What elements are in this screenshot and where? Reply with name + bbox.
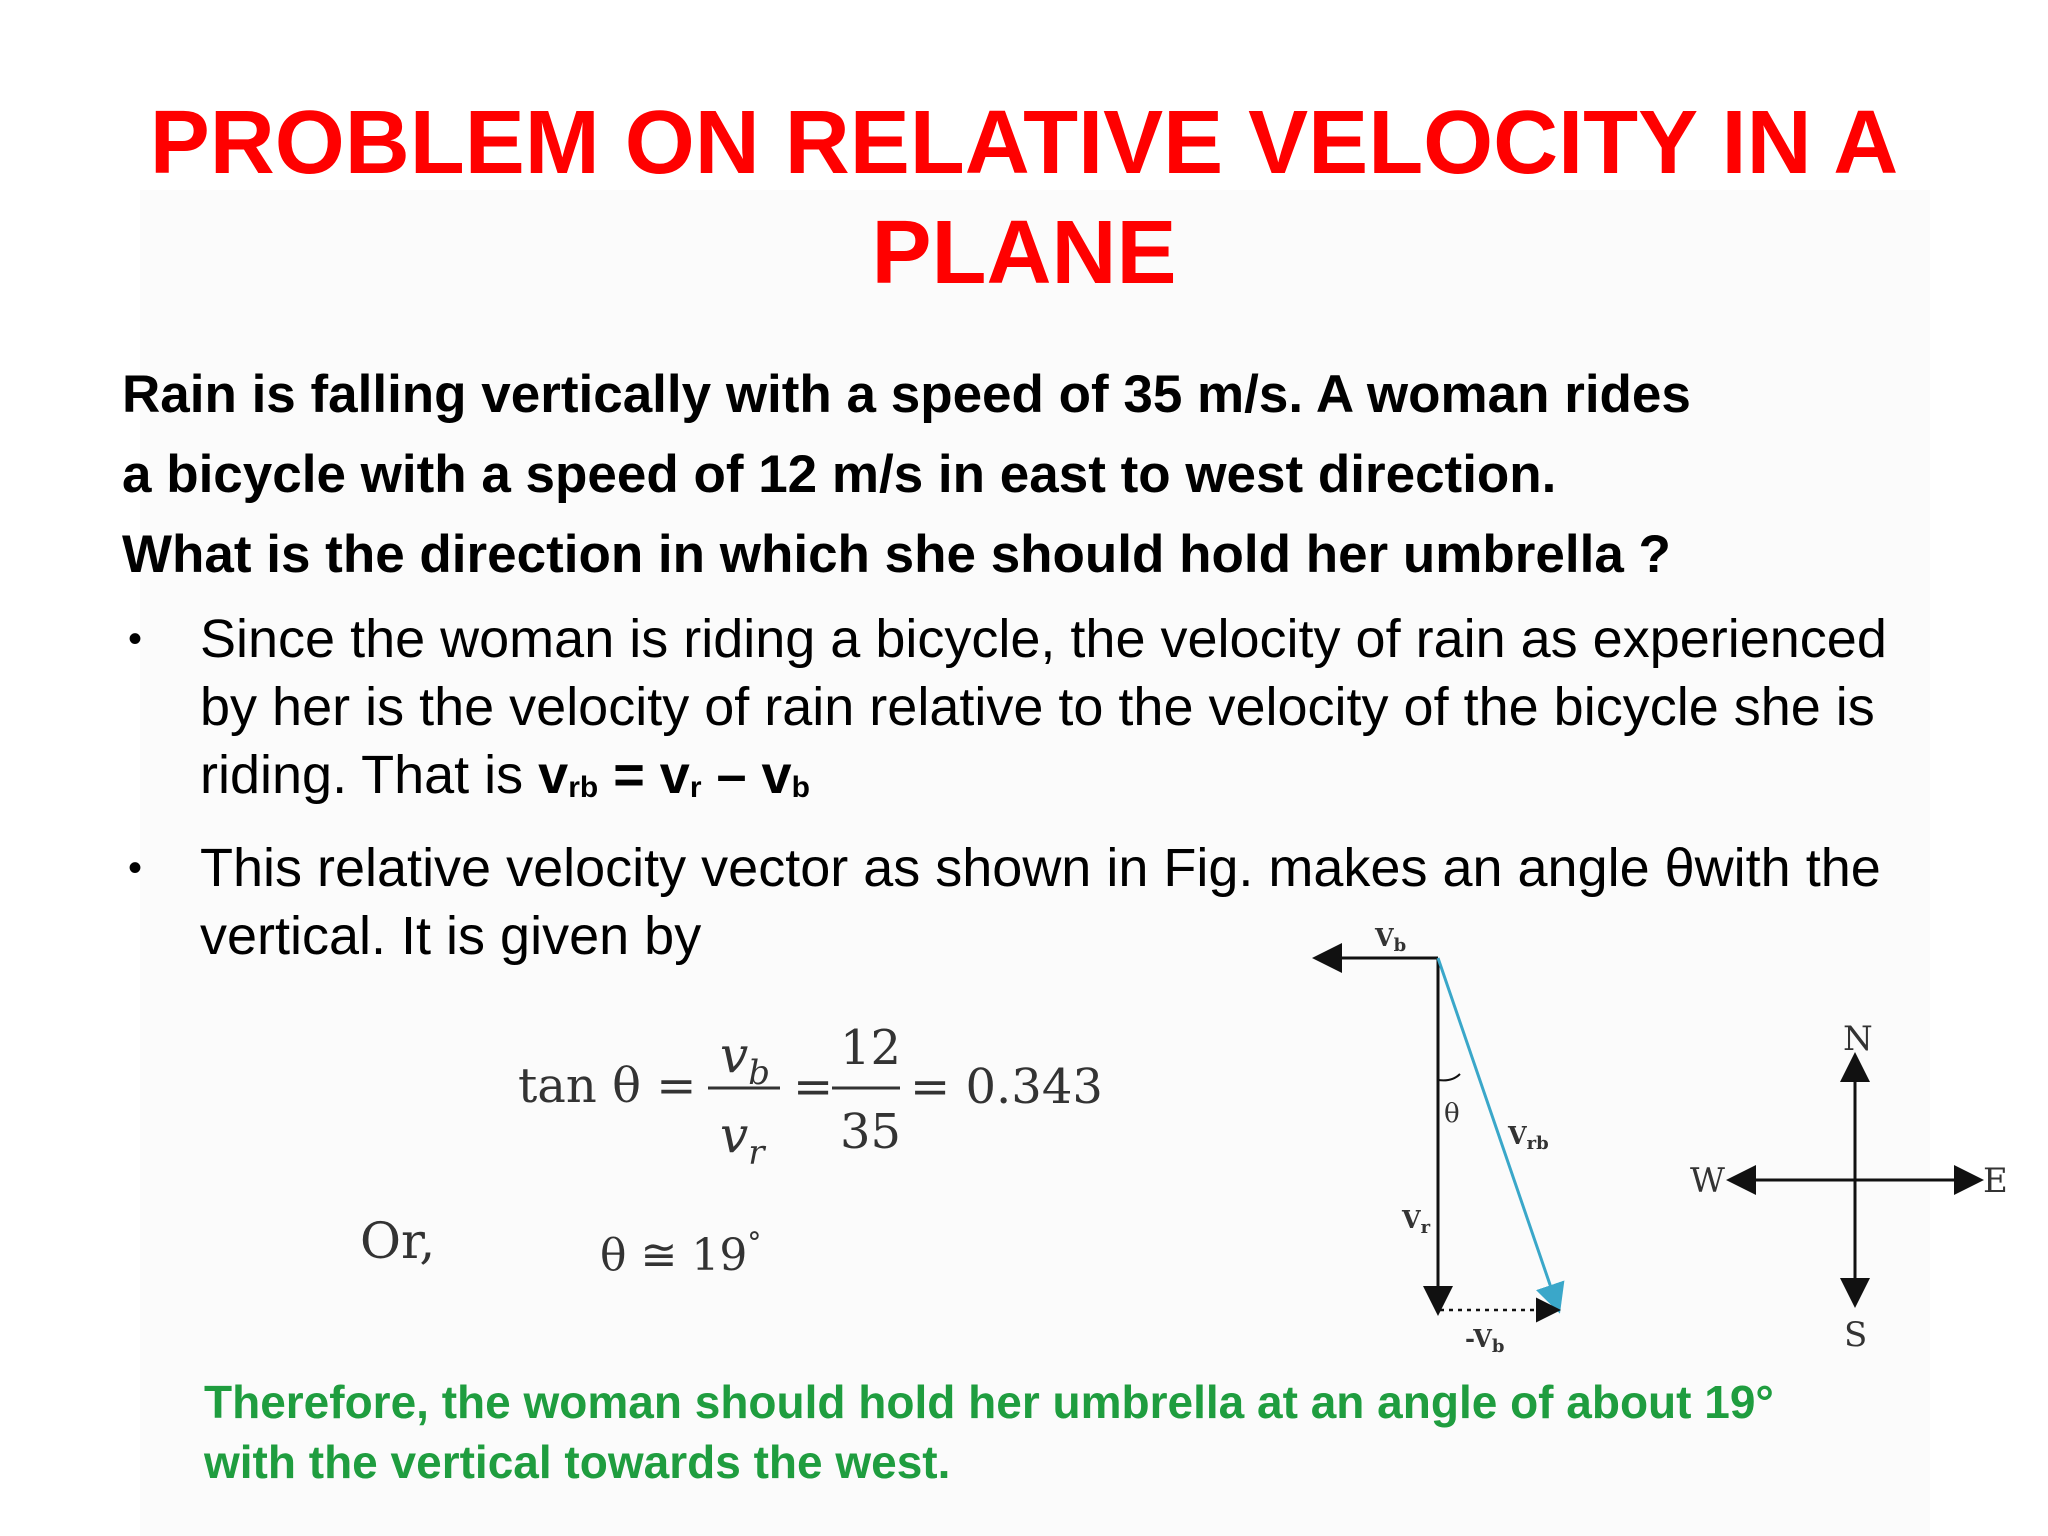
compass-east-label: E xyxy=(1983,1161,2008,1201)
eq-sub-r: r xyxy=(689,771,702,804)
fraction-1-numerator: $v_b$ xyxy=(720,1026,771,1093)
eq-sub-b: b xyxy=(791,771,810,804)
compass-west-label: W xyxy=(1690,1161,1725,1201)
eq-v1: v xyxy=(538,745,569,805)
eq-v2: v xyxy=(659,745,690,805)
problem-statement xyxy=(122,355,2002,595)
bullet-2-text: This relative velocity vector as shown in Fig. makes an angle θwith the vertical. It is given by xyxy=(200,838,1881,966)
page-title xyxy=(0,88,2048,308)
compass-rose xyxy=(1680,1020,2030,1360)
compass-south-label: S xyxy=(1844,1315,1868,1355)
conclusion-line-1: Therefore, the woman should hold her umbrella at an angle of about 19° xyxy=(204,1376,1774,1428)
conclusion-line-2: with the vertical towards the west. xyxy=(204,1436,951,1488)
tan-result: = 0.343 xyxy=(910,1059,1103,1115)
bullet-item-2 xyxy=(122,834,1922,970)
fraction-2-numerator: 12 xyxy=(840,1020,902,1076)
formula-graphic xyxy=(480,1000,1140,1320)
theta-label: θ xyxy=(1444,1099,1460,1129)
title-line-2: PLANE xyxy=(871,203,1177,303)
eq-equals: = xyxy=(598,745,660,805)
equals-sign: = xyxy=(793,1059,834,1115)
question-line-1: Rain is falling vertically with a speed of 35 m/s. A woman rides xyxy=(122,365,1691,424)
explanation-list xyxy=(122,605,1922,982)
neg-vb-label: $-V_b$ xyxy=(1465,1324,1505,1357)
theta-arc xyxy=(1438,1074,1460,1080)
bullet-1-text: Since the woman is riding a bicycle, the velocity of rain as experienced by her is the velocity of rain relative to the velocity of the bicycle she is riding. That is xyxy=(200,609,1887,805)
vb-label: $V_b$ xyxy=(1375,923,1407,956)
vr-label: $V_r$ xyxy=(1402,1205,1431,1238)
title-line-1: PROBLEM ON RELATIVE VELOCITY IN A xyxy=(149,93,1899,193)
tan-label: tan θ = xyxy=(518,1058,697,1114)
compass-north-label: N xyxy=(1843,1020,1873,1059)
vector-diagram xyxy=(1300,910,1600,1370)
question-line-3: What is the direction in which she should hold her umbrella ? xyxy=(122,525,1671,584)
fraction-1-denominator: $v_r$ xyxy=(720,1106,765,1173)
conclusion xyxy=(204,1372,1844,1492)
question-line-2: a bicycle with a speed of 12 m/s in east to west direction. xyxy=(122,445,1557,504)
vrb-label: $V_{rb}$ xyxy=(1508,1121,1549,1154)
eq-minus: – xyxy=(701,745,762,805)
bullet-dot-icon: • xyxy=(128,846,143,890)
eq-v3: v xyxy=(761,745,792,805)
fraction-2-denominator: 35 xyxy=(840,1104,902,1160)
or-label: Or, xyxy=(360,1212,436,1270)
bullet-item-1 xyxy=(122,605,1922,822)
theta-result: θ ≅ 19° xyxy=(600,1226,762,1281)
eq-sub-rb: rb xyxy=(568,771,599,804)
bullet-dot-icon: • xyxy=(128,617,143,661)
relative-velocity-equation xyxy=(538,745,810,805)
